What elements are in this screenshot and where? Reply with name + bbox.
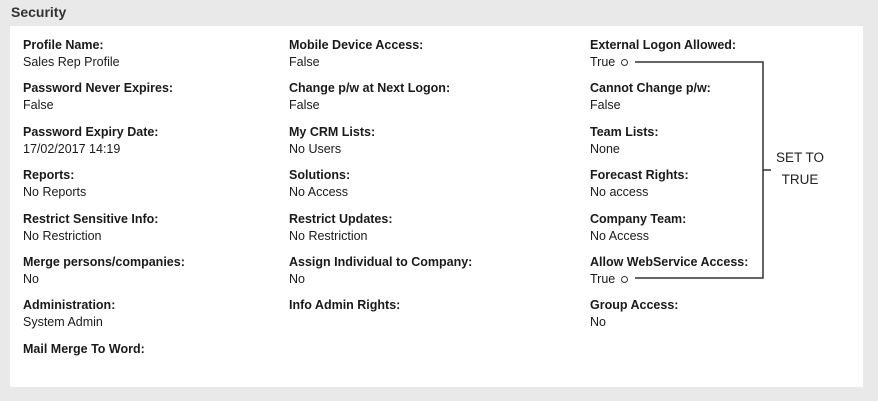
callout-anchor-icon xyxy=(621,276,628,283)
field-restrict-sensitive-info xyxy=(23,211,158,245)
field-value: False xyxy=(289,98,320,112)
field-label: External Logon Allowed: xyxy=(590,38,737,52)
field-external-logon-allowed xyxy=(590,37,736,71)
field-label: Change p/w at Next Logon: xyxy=(289,81,451,95)
section-title: Security xyxy=(11,4,67,20)
field-value: No Access xyxy=(289,185,349,199)
field-info-admin-rights xyxy=(289,297,400,314)
field-label: Profile Name: xyxy=(23,38,104,52)
field-change-pw-next-logon xyxy=(289,80,450,114)
field-company-team xyxy=(590,211,686,245)
field-label: Restrict Updates: xyxy=(289,212,393,226)
field-value: False xyxy=(23,98,54,112)
field-value xyxy=(590,271,748,288)
field-value: No Restriction xyxy=(23,229,102,243)
field-label: Group Access: xyxy=(590,298,679,312)
field-label: My CRM Lists: xyxy=(289,125,376,139)
callout-line-2: TRUE xyxy=(781,172,819,187)
field-value: No Reports xyxy=(23,185,87,199)
field-value: No Restriction xyxy=(289,229,368,243)
field-label: Assign Individual to Company: xyxy=(289,255,473,269)
field-restrict-updates xyxy=(289,211,393,245)
field-label: Administration: xyxy=(23,298,116,312)
field-value-text: True xyxy=(590,55,616,69)
field-label: Reports: xyxy=(23,168,75,182)
field-label: Forecast Rights: xyxy=(590,168,689,182)
field-value: No Users xyxy=(289,142,342,156)
field-allow-webservice-access xyxy=(590,254,748,288)
field-value: False xyxy=(590,98,621,112)
field-value: No xyxy=(23,272,39,286)
field-value: False xyxy=(289,55,320,69)
field-password-never-expires xyxy=(23,80,173,114)
field-label: Company Team: xyxy=(590,212,687,226)
field-merge-persons-companies xyxy=(23,254,185,288)
field-label: Team Lists: xyxy=(590,125,659,139)
callout-note xyxy=(772,147,828,191)
field-label: Password Expiry Date: xyxy=(23,125,159,139)
field-value: No xyxy=(289,272,305,286)
field-reports xyxy=(23,167,86,201)
field-value: System Admin xyxy=(23,315,103,329)
field-label: Info Admin Rights: xyxy=(289,298,401,312)
field-group-access xyxy=(590,297,678,331)
field-label: Merge persons/companies: xyxy=(23,255,185,269)
field-label: Password Never Expires: xyxy=(23,81,174,95)
field-value-text: True xyxy=(590,272,616,286)
field-value: 17/02/2017 14:19 xyxy=(23,142,121,156)
field-solutions xyxy=(289,167,350,201)
field-assign-individual-to-company xyxy=(289,254,472,288)
field-label: Allow WebService Access: xyxy=(590,255,749,269)
field-value: None xyxy=(590,142,620,156)
field-password-expiry-date xyxy=(23,124,158,158)
field-my-crm-lists xyxy=(289,124,375,158)
field-administration xyxy=(23,297,115,331)
field-cannot-change-pw xyxy=(590,80,711,114)
callout-anchor-icon xyxy=(621,59,628,66)
field-mobile-device-access xyxy=(289,37,423,71)
field-value: Sales Rep Profile xyxy=(23,55,120,69)
callout-line-1: SET TO xyxy=(775,150,825,165)
field-label: Solutions: xyxy=(289,168,351,182)
field-label: Cannot Change p/w: xyxy=(590,81,711,95)
field-value xyxy=(590,54,736,71)
field-value: No xyxy=(590,315,606,329)
field-value: No Access xyxy=(590,229,650,243)
field-forecast-rights xyxy=(590,167,689,201)
field-label: Restrict Sensitive Info: xyxy=(23,212,159,226)
field-team-lists xyxy=(590,124,659,158)
field-mail-merge-to-word xyxy=(23,341,145,358)
field-profile-name xyxy=(23,37,120,71)
field-label: Mail Merge To Word: xyxy=(23,342,145,356)
field-label: Mobile Device Access: xyxy=(289,38,424,52)
field-value: No access xyxy=(590,185,649,199)
